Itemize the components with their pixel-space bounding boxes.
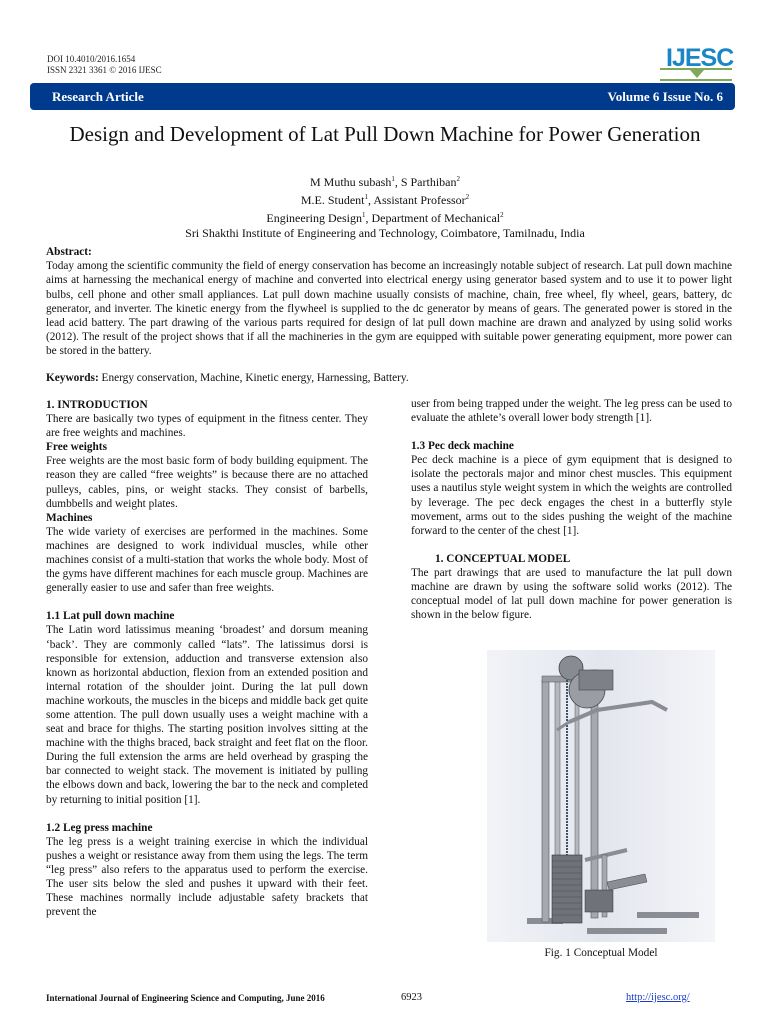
base-foot [637,912,699,918]
weight-stack [552,855,582,923]
generator-housing [579,670,613,690]
figure-caption: Fig. 1 Conceptual Model [544,947,658,959]
doi-block [47,54,162,76]
journal-url-link[interactable]: http://ijesc.org/ [626,992,690,1003]
intro-paragraph: There are basically two types of equipment in the fitness center. They are free weights and machines. [46,413,368,440]
author-departments: Engineering Design$^1$, Department of Mechanical$^2$ [266,211,504,225]
subheading-leg-press: 1.2 Leg press machine [46,821,153,834]
subheading-machines: Machines [46,511,93,524]
ijesc-logo [660,44,736,84]
seat [607,874,647,890]
volume-issue: Volume 6 Issue No. 6 [607,89,723,104]
keywords-text: Energy conservation, Machine, Kinetic energy, Harnessing, Battery. [101,372,409,384]
footer-journal: International Journal of Engineering Science and Computing, June 2016 [46,993,325,1003]
department: Engineering Design [266,211,363,225]
logo-chevron-icon [690,70,704,78]
author-names: M Muthu subash$^1$, S Parthiban$^2$ [309,175,460,189]
right-column [411,397,732,622]
figure-conceptual-model [487,650,715,942]
article-banner [30,83,735,110]
author-block [40,172,730,241]
role-sup: 1 [364,193,368,201]
author-roles: M.E. Student$^1$, Assistant Professor$^2$ [300,193,470,207]
keywords [46,372,732,384]
author-name: M Muthu subash [309,175,392,189]
author-role: Assistant Professor [373,193,466,207]
pec-deck-paragraph: Pec deck machine is a piece of gym equipment that is designed to isolate the pectorals major and minor chest muscles. This equipment uses a nautilus style weight system in which the weights are controlled by leverage. The pec deck engages the chest in a butterfly style movement, arms out to the sides pushing the weight of the machine forward to the center of the chest [1]. [411,454,732,537]
base-foot [587,928,667,934]
section-heading-conceptual-model: 1. CONCEPTUAL MODEL [435,552,571,565]
author-sup: 1 [391,175,395,183]
machines-paragraph: The wide variety of exercises are performed in the machines. Some machines are designed to work individual muscles, while other machines consist of a multi-station that works the whole body. Most of the gyms have different machines for each muscle group. Machines are generally easier to use and safer than free weights. [46,525,368,595]
abstract [46,245,732,359]
issn-text: ISSN 2321 3361 © 2016 IJESC [47,65,162,75]
dept-sup: 1 [362,211,366,219]
paper-title: Design and Development of Lat Pull Down Machine for Power Generation [69,122,701,146]
role-sup: 2 [465,193,470,201]
leg-press-paragraph-continued: user from being trapped under the weight. The leg press can be used to evaluate the athlete’s overall lower body strength [1]. [411,398,732,425]
abstract-heading: Abstract: [46,246,92,258]
institution: Sri Shakthi Institute of Engineering and Technology, Coimbatore, Tamilnadu, India [185,226,585,240]
logo-text: IJESC [666,44,734,72]
conceptual-model-paragraph: The part drawings that are used to manufacture the lat pull down machine are drawn by using the software solid works (2012). The conceptual model of lat pull down machine for power generation is shown in the below figure. [411,566,732,622]
subheading-free-weights: Free weights [46,441,107,454]
page-number: 6923 [401,992,422,1003]
battery-box [585,890,613,912]
dept-sup: 2 [500,211,504,219]
doi-text: DOI 10.4010/2016.1654 [47,54,136,64]
author-role: M.E. Student [300,193,365,207]
article-type: Research Article [52,89,144,104]
department: Department of Mechanical [371,211,501,225]
leg-press-paragraph: The leg press is a weight training exercise in which the individual pushes a weight or resistance away from them using the legs. The term “leg press” also refers to the apparatus used to perform the exercise. The user sits below the sled and pushes it upward with their feet. These machines normally include adjustable safety brackets that prevent the [46,835,368,919]
author-name: S Parthiban [400,175,457,189]
logo-base-line [660,79,732,81]
lat-pulldown-machine-drawing [487,650,715,942]
lat-paragraph: The Latin word latissimus meaning ‘broadest’ and dorsum meaning ‘back’. They are commonly called “lats”. The latissimus dorsi is responsible for extension, adduction and transverse extension also known as horizontal abduction, flexion from an extended position and internal rotation of the shoulder joint. During the lat pull down machine workouts, the muscles in the biceps and middle back get quite some attention. The pull down usually uses a weight machine with a seat and brace for thighs. The starting position involves sitting at the machine with the thighs braced, back straight and feet flat on the floor. During the full extension the arms are held overhead by grasping the bar connected to weight stack. The movement is initiated by pulling the elbows down and back, lowering the bar to the neck and completed by returning to initial position [1]. [46,624,368,806]
left-column [46,398,368,919]
abstract-text: Today among the scientific community the field of energy conservation has become an increasingly notable subject of research. Lat pull down machine aims at harnessing the mechanical energy of machine and converted into electrical energy using generator based system and to use it to power light bulbs, cell phone and other small appliances. Lat pull down machine usually consists of machine, chain, free wheel, fly wheel, gears, battery, dc generator, and inverter. The kinetic energy from the flywheel is supplied to the dc generator by means of gears. The generated power is stored in the lead acid battery. The part drawing of the various parts required for design of lat pull down machine are drawn and analyzed by using solid works (2012). The result of the project shows that if all the machineries in the gym are equipped with suitable power generating equipment, more power can be stored in the battery. [46,260,732,358]
subheading-lat-pull-down: 1.1 Lat pull down machine [46,610,175,623]
keywords-label: Keywords: [46,372,99,384]
free-weights-paragraph: Free weights are the most basic form of body building equipment. The reason they are called “free weights” is because there are no attached pulleys, cables, pins, or weight stacks. They consist of barbells, dumbbells and weight plates. [46,455,368,510]
section-heading-introduction: 1. INTRODUCTION [46,399,148,411]
subheading-pec-deck: 1.3 Pec deck machine [411,440,514,453]
upright [542,680,549,922]
author-sup: 2 [456,175,460,183]
